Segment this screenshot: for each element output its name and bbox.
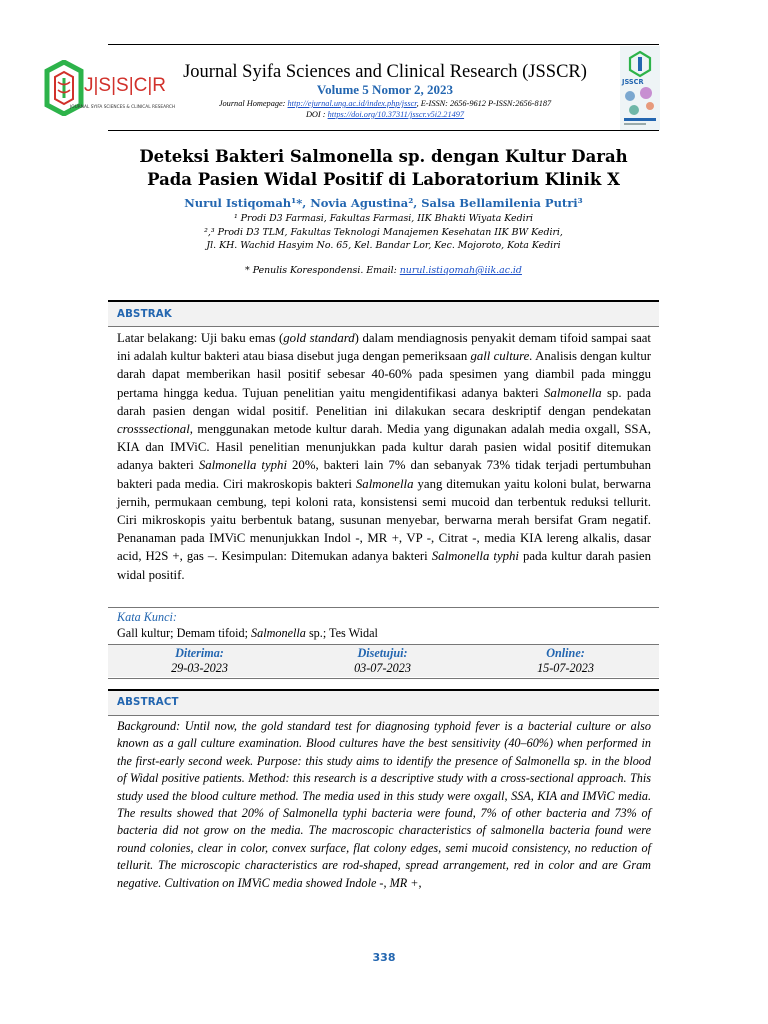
date-approved: [291, 646, 474, 676]
dates-bottom-rule: [108, 678, 659, 679]
logo-text: J|S|S|C|R: [84, 75, 167, 96]
header-bottom-rule: [108, 130, 659, 131]
article-title: [108, 145, 659, 191]
article-title-line-1: Deteksi Bakteri Salmonella sp. dengan Kultur Darah: [139, 147, 628, 166]
article-title-line-2: Pada Pasien Widal Positif di Laboratorium Klinik X: [147, 170, 620, 189]
date-online: [474, 646, 657, 676]
abstrak-body: Latar belakang: Uji baku emas (gold standard) dalam mendiagnosis penyakit demam tifoid sampai saat ini adalah kultur bakteri atau biasa disebut juga dengan pemeriksaan gall culture. Analisis dengan kultur darah dapat memberikan hasil positif sebesar 40-60% pada spesimen yang diambil pada minggu pertama hingga kedua. Tujuan penelitian yaitu mengidentifikasi adanya bakteri Salmonella sp. pada darah pasien dengan widal positif. Penelitian ini dilakukan secara deskriptif dengan pendekatan crosssectional, menggunakan metode kultur darah. Media yang digunakan adalah media oxgall, SSA, KIA dan IMViC. Hasil penelitian menunjukkan pada kultur darah pasien widal positif ditemukan adanya bakteri Salmonella typhi 20%, bakteri lain 7% dan sebanyak 73% tidak terjadi pertumbuhan bakteri pada media. Ciri makroskopis bakteri Salmonella yang ditemukan yaitu koloni bulat, berwarna jernih, permukaan cembung, tepi koloni rata, konsistensi semi mucoid dan terbentuk reduksi tellurit. Ciri mikroskopis yaitu berbentuk batang, susunan menyebar, berwarna merah bersifat Gram negatif. Penanaman pada IMViC menunjukkan Indol -, MR +, VP -, Citrat -, media KIA lereng alkalis, dasar acid, H2S +, gas –. Kesimpulan: Ditemukan adanya bakteri Salmonella typhi pada kultur darah pasien widal positif.: [117, 331, 651, 582]
abstract-body: Background: Until now, the gold standard test for diagnosing typhoid fever is a bacterial culture or also known as a gall culture examination. Blood cultures have the best sensitivity (40–60%) when performed in the first-early second week. Purpose: this study aims to identify the presence of Salmonella sp. in the blood of Widal positive patients. Method: this research is a descriptive study with a cross-sectional approach. This study used the blood culture method. The media used in this study were oxgall, SSA, KIA and IMViC media. The results showed that 20% of Salmonella typhi bacteria were found, 7% of other bacteria and 73% of bacteria did not grow on the media. The macroscopic characteristics of salmonella bacteria found were round colonies, clear in color, convex surface, flat colony edges, semi mucoid consistency, no reduction of tellurit. The microscopic characteristics are rod-shaped, spread arrangement, red in color and are Gram negative. Cultivation on IMViC media showed Indole -, MR +,: [117, 719, 651, 890]
corresponding-email-link[interactable]: nurul.istiqomah@iik.ac.id: [399, 265, 522, 276]
date-received: [108, 646, 291, 676]
date-received-value: 29-03-2023: [171, 661, 228, 675]
keywords-label: Kata Kunci:: [117, 610, 177, 624]
date-received-label: Diterima:: [175, 646, 224, 660]
affiliation-2: ²,³ Prodi D3 TLM, Fakultas Teknologi Manajemen Kesehatan IIK BW Kediri,: [204, 227, 563, 238]
homepage-link[interactable]: http://ejurnal.ung.ac.id/index.php/jsscr: [287, 99, 417, 108]
corresponding-label: * Penulis Korespondensi. Email:: [245, 265, 397, 276]
affiliation-3: Jl. KH. Wachid Hasyim No. 65, Kel. Bandar Lor, Kec. Mojoroto, Kota Kediri: [206, 240, 561, 251]
abstract-heading-bg: [108, 691, 659, 715]
logo-subtext: JOURNAL SYIFA SCIENCES & CLINICAL RESEARCH: [70, 105, 176, 110]
date-approved-value: 03-07-2023: [354, 661, 411, 675]
corresponding-author: [108, 265, 659, 276]
date-approved-label: Disetujui:: [357, 646, 408, 660]
abstract-heading-rule: [108, 715, 659, 716]
abstrak-heading-rule: [108, 326, 659, 327]
journal-title: Journal Syifa Sciences and Clinical Research (JSSCR): [183, 62, 587, 82]
doi-line: [160, 110, 610, 119]
issn-text: , E-ISSN: 2656-9612 P-ISSN:2656-8187: [416, 99, 552, 108]
abstrak-heading-bg: [108, 302, 659, 326]
page-number: 338: [372, 951, 396, 964]
homepage-label: Journal Homepage:: [218, 99, 286, 108]
abstrak-heading: ABSTRAK: [117, 309, 172, 320]
date-online-label: Online:: [546, 646, 585, 660]
abstract-heading: ABSTRACT: [117, 697, 179, 708]
date-online-value: 15-07-2023: [537, 661, 594, 675]
keywords-text: Gall kultur; Demam tifoid; Salmonella sp.; Tes Widal: [117, 626, 378, 640]
header-top-rule: [108, 44, 659, 45]
journal-volume: Volume 5 Nomor 2, 2023: [316, 82, 454, 97]
article-authors: Nurul Istiqomah¹*, Novia Agustina², Salsa Bellamilenia Putri³: [184, 196, 583, 210]
cover-label: JSSCR: [622, 78, 644, 86]
doi-link[interactable]: https://doi.org/10.37311/jsscr.v5i2.21497: [327, 110, 465, 119]
journal-cover-thumbnail: [620, 46, 660, 130]
journal-homepage-line: [160, 99, 610, 108]
doi-label: DOI :: [305, 110, 326, 119]
affiliation-1: ¹ Prodi D3 Farmasi, Fakultas Farmasi, IIK Bhakti Wiyata Kediri: [233, 213, 534, 224]
keywords-top-rule: [108, 607, 659, 608]
